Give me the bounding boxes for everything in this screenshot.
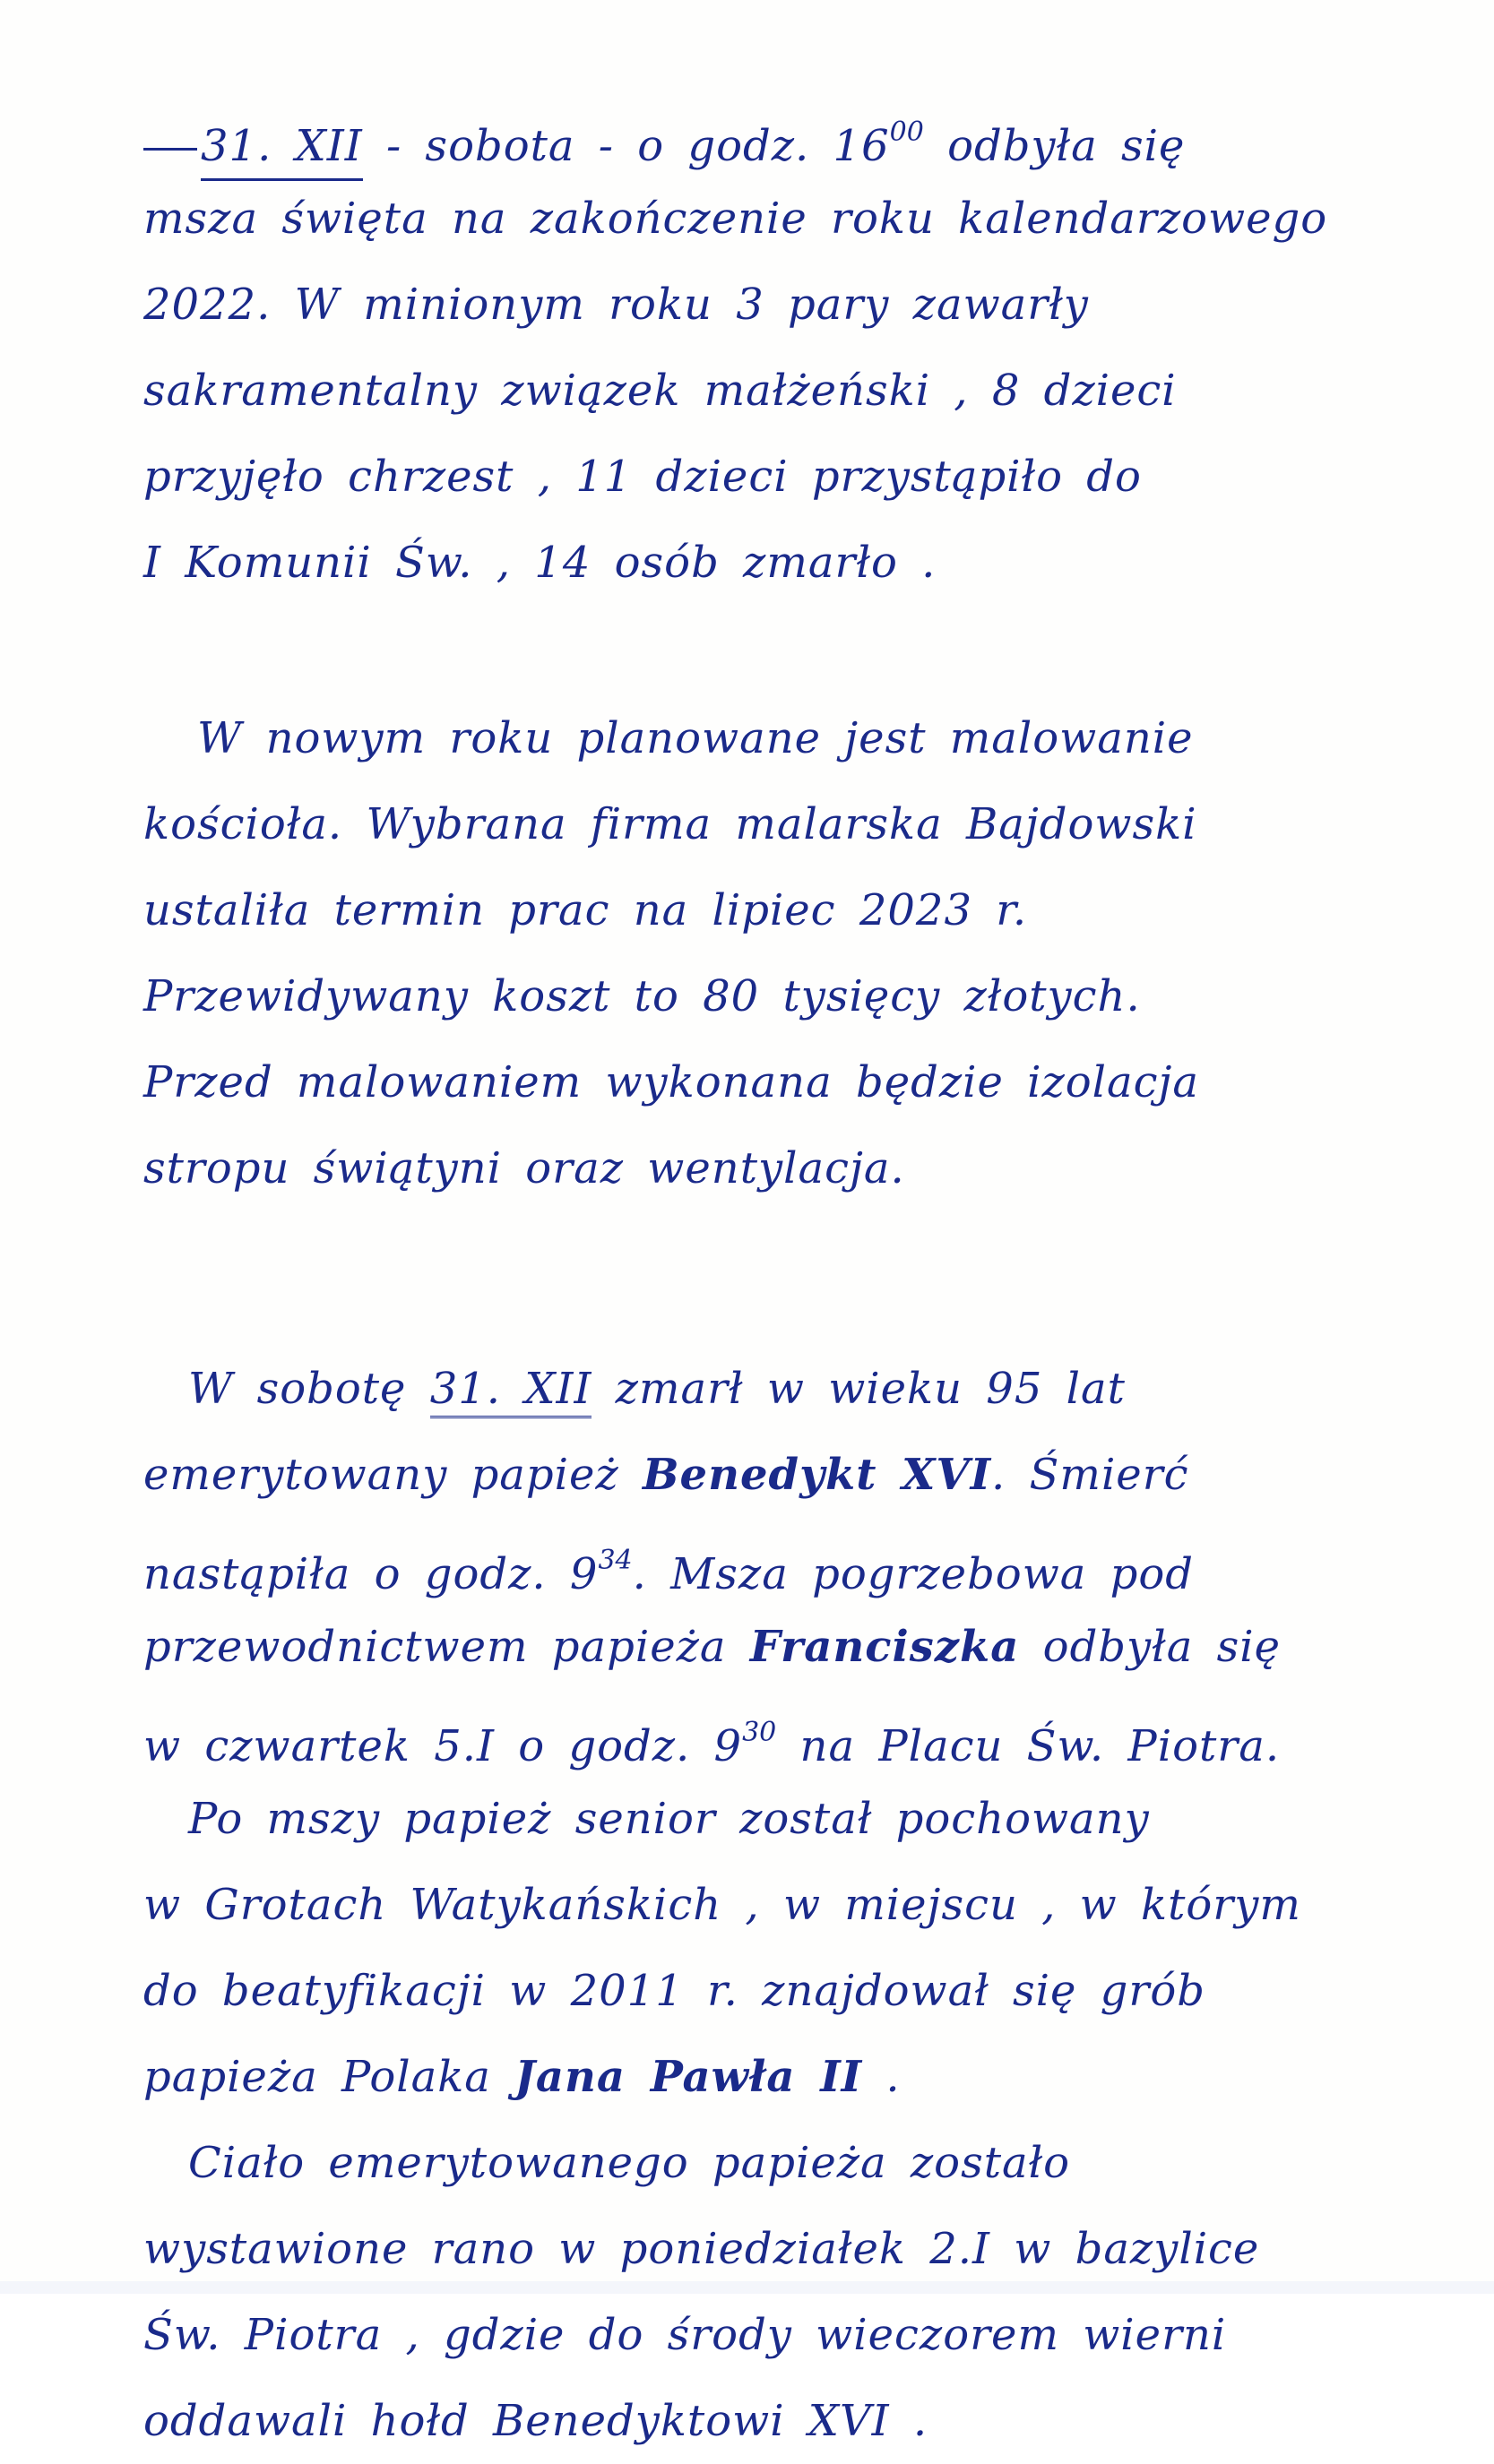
text-fragment: na Placu Św. Piotra. [799,1721,1281,1771]
text-line: stropu świątyni oraz wentylacja. [143,1143,905,1193]
text-line: ustaliła termin prac na lipiec 2023 r. [143,885,1028,935]
text-fragment: przewodnictwem papieża [143,1622,727,1672]
text-line: przyjęło chrzest , 11 dzieci przystąpiło do [143,452,1142,502]
text-fragment: papieża Polaka [143,2052,491,2102]
date-underlined: 31. XII [201,119,363,181]
time-superscript: 34 [598,1545,633,1576]
text-line: W nowym roku planowane jest malowanie [197,713,1194,763]
text-line [143,1604,1380,1690]
text-line [143,2034,1380,2120]
paragraph-spacer [143,1211,1380,1346]
text-line [143,1346,1380,1432]
paragraph-spacer [143,606,1380,695]
text-line [143,1518,1380,1604]
text-fragment: nastąpiła o godz. 9 [143,1549,599,1599]
text-line: Ciało emerytowanego papieża zostało [188,2138,1071,2188]
text-line: msza święta na zakończenie roku kalendarzowego [143,194,1328,244]
text-line: do beatyfikacji w 2011 r. znajdował się grób [143,1966,1205,2016]
paragraph-benedict-death [143,1346,1380,2464]
text-fragment: zmarł w wieku 95 lat [615,1364,1126,1414]
text-fragment: - sobota - o godz. 16 [385,121,890,171]
page-edge [0,2281,1494,2294]
underline-stroke [143,148,197,151]
text-fragment: odbyła się [1042,1622,1281,1672]
text-fragment: . Śmierć [991,1450,1189,1500]
text-line: w Grotach Watykańskich , w miejscu , w którym [143,1880,1301,1930]
paragraph-year-summary [143,90,1380,606]
text-line [143,90,1380,176]
chronicle-text [143,90,1380,2464]
name-francis: Franciszka [749,1622,1020,1672]
name-john-paul: Jana Pawła II [514,2052,863,2102]
text-fragment: emerytowany papież [143,1450,619,1500]
time-superscript: 00 [889,116,924,148]
text-line: Po mszy papież senior został pochowany [188,1794,1150,1844]
text-line: oddawali hołd Benedyktowi XVI . [143,2396,928,2446]
text-line [143,1432,1380,1518]
text-fragment: . Msza pogrzebowa pod [632,1549,1195,1599]
name-benedict: Benedykt XVI [642,1450,992,1500]
text-line: wystawione rano w poniedziałek 2.I w bazylice [143,2224,1260,2274]
paragraph-church-painting [143,695,1380,1211]
text-line [143,1690,1380,1776]
text-fragment: w czwartek 5.I o godz. 9 [143,1721,743,1771]
text-fragment: odbyła się [947,121,1186,171]
text-line: 2022. W minionym roku 3 pary zawarły [143,280,1089,330]
text-line: I Komunii Św. , 14 osób zmarło . [143,538,937,588]
text-fragment: W sobotę [188,1364,407,1414]
time-superscript: 30 [742,1717,777,1748]
text-line: sakramentalny związek małżeński , 8 dzieci [143,366,1177,416]
text-line: Św. Piotra , gdzie do środy wieczorem wierni [143,2310,1227,2360]
text-line: kościoła. Wybrana firma malarska Bajdowski [143,799,1197,849]
date-underlined: 31. XII [430,1362,592,1418]
text-line: Przewidywany koszt to 80 tysięcy złotych. [143,971,1141,1021]
text-line: Przed malowaniem wykonana będzie izolacja [143,1057,1200,1107]
text-fragment: . [885,2052,901,2102]
